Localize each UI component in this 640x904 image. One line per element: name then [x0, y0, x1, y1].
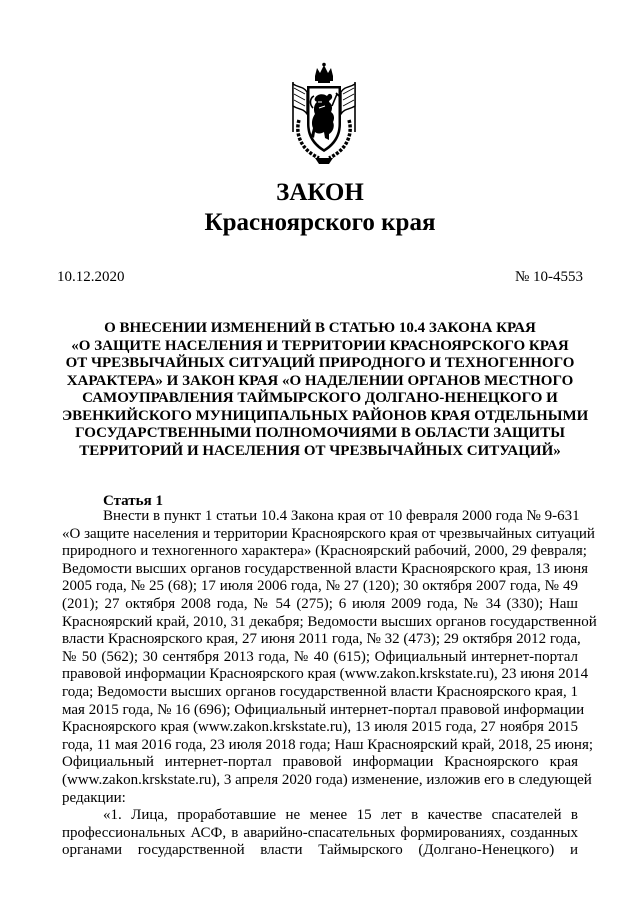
heading-line: ОТ ЧРЕЗВЫЧАЙНЫХ СИТУАЦИЙ ПРИРОДНОГО И ТЕХНОГЕННОГО	[65, 355, 575, 371]
body-line: (201); 27 октября 2008 года, № 54 (275); 6 июля 2009 года, № 34 (330); Наш	[62, 595, 578, 612]
body-line: «1. Лица, проработавшие не менее 15 лет в качестве спасателей в	[103, 807, 578, 824]
body-line: Ведомости высших органов государственной власти Красноярского края, 13 июня	[62, 560, 589, 577]
body-line: Красноярского края (www.zakon.krskstate.ru), 13 июля 2015 года, 27 ноября 2015	[62, 719, 578, 736]
body-line: власти Красноярского края, 27 июня 2011 года, № 32 (473); 29 октября 2012 года,	[62, 631, 581, 648]
body-line: мая 2015 года, № 16 (696); Официальный интернет-портал правовой информации	[62, 701, 585, 718]
document-region-title: Красноярского края	[204, 209, 436, 236]
body-line: Внести в пункт 1 статьи 10.4 Закона края от 10 февраля 2000 года № 9-631	[103, 508, 580, 524]
article-title: Статья 1	[103, 493, 163, 509]
heading-line: ГОСУДАРСТВЕННЫМИ ПОЛНОМОЧИЯМИ В ОБЛАСТИ ЗАЩИТЫ	[75, 425, 565, 441]
heading-line: САМОУПРАВЛЕНИЯ ТАЙМЫРСКОГО ДОЛГАНО-НЕНЕЦКОГО И	[82, 390, 558, 406]
body-line: (www.zakon.krskstate.ru), 3 апреля 2020 года) изменение, изложив его в следующей	[62, 771, 592, 788]
document-date: 10.12.2020	[57, 269, 125, 285]
body-line: Красноярский край, 2010, 31 декабря; Ведомости высших органов государственной	[62, 613, 597, 630]
document-type-title: ЗАКОН	[276, 179, 364, 206]
coat-of-arms-icon	[285, 62, 363, 166]
heading-line: ЭВЕНКИЙСКОГО МУНИЦИПАЛЬНЫХ РАЙОНОВ КРАЯ ОТДЕЛЬНЫМИ	[62, 407, 589, 424]
body-line: природного и техногенного характера» (Красноярский рабочий, 2000, 29 февраля;	[62, 543, 587, 560]
heading-line: «О ЗАЩИТЕ НАСЕЛЕНИЯ И ТЕРРИТОРИИ КРАСНОЯРСКОГО КРАЯ	[71, 337, 569, 354]
document-number: № 10-4553	[514, 269, 583, 285]
article-body	[62, 508, 597, 860]
body-line: «О защите населения и территории Красноярского края от чрезвычайных ситуаций	[62, 525, 595, 542]
law-heading	[62, 320, 589, 460]
heading-line: О ВНЕСЕНИИ ИЗМЕНЕНИЙ В СТАТЬЮ 10.4 ЗАКОНА КРАЯ	[104, 320, 536, 336]
body-line: года, 11 мая 2016 года, 23 июля 2018 года; Наш Красноярский край, 2018, 25 июня;	[62, 736, 594, 753]
body-line: органами государственной власти Таймырского (Долгано-Ненецкого) и	[62, 842, 578, 859]
body-line: профессиональных АСФ, в аварийно-спасательных формированиях, созданных	[62, 824, 578, 841]
body-line: года; Ведомости высших органов государственной власти Красноярского края, 1	[62, 683, 578, 700]
body-line: редакции:	[62, 789, 126, 806]
heading-line: ХАРАКТЕРА» И ЗАКОН КРАЯ «О НАДЕЛЕНИИ ОРГАНОВ МЕСТНОГО	[66, 372, 574, 389]
body-line: правовой информации Красноярского края (www.zakon.krskstate.ru), 23 июня 2014	[62, 666, 589, 683]
body-line: 2005 года, № 25 (68); 17 июля 2006 года, № 27 (120); 30 октября 2007 года, № 49	[62, 578, 578, 595]
body-line: № 50 (562); 30 сентября 2013 года, № 40 (615); Официальный интернет-портал	[62, 648, 578, 665]
body-line: Официальный интернет-портал правовой информации Красноярского края	[62, 754, 578, 771]
heading-line: ТЕРРИТОРИЙ И НАСЕЛЕНИЯ ОТ ЧРЕЗВЫЧАЙНЫХ СИТУАЦИЙ»	[79, 442, 561, 459]
